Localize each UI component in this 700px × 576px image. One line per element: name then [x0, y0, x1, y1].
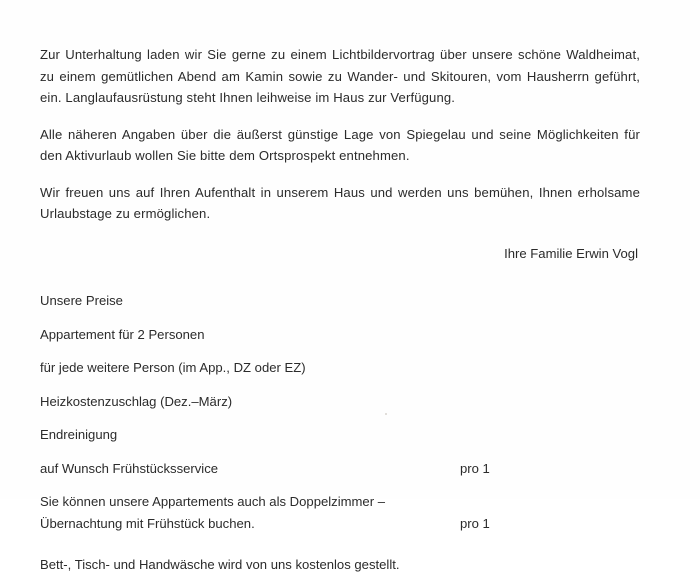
price-label: auf Wunsch Frühstücksservice [40, 460, 219, 476]
price-list-heading-label: Unsere Preise [40, 293, 123, 308]
price-unit: pro 1 [460, 460, 490, 476]
price-row [40, 357, 640, 379]
price-row [40, 424, 640, 446]
signature-line: Ihre Familie Erwin Vogl [504, 245, 638, 261]
price-label: Appartement für 2 Personen [40, 326, 205, 342]
price-row [40, 491, 640, 534]
price-label: Sie können unsere Appartements auch als Doppelzimmer – Übernachtung mit Frühstück buchen. [40, 494, 385, 531]
document-body [40, 44, 640, 576]
price-label: Heizkostenzuschlag (Dez.–März) [40, 393, 233, 409]
price-row [40, 324, 640, 346]
paragraph-entertainment: Zur Unterhaltung laden wir Sie gerne zu einem Lichtbildervortrag über unsere schöne Waldheimat, zu einem gemütlichen Abend am Kamin sowie zu Wander- und Skitouren, vom Hausherrn geführt, ein. Langlaufausrüstung steht Ihnen leihweise im Haus zur Verfügung. [40, 47, 640, 105]
price-list [40, 290, 640, 534]
price-unit: pro 1 [460, 515, 490, 531]
price-row [40, 458, 640, 480]
price-label: für jede weitere Person (im App., DZ oder EZ) [40, 360, 306, 375]
price-label: Endreinigung [40, 427, 118, 442]
paragraph-location-info: Alle näheren Angaben über die äußerst günstige Lage von Spiegelau und seine Möglichkeiten für den Aktivurlaub wollen Sie bitte dem Ortsprospekt entnehmen. [40, 126, 640, 163]
speck-artifact [385, 413, 387, 415]
closing-note: Bett-, Tisch- und Handwäsche wird von uns kostenlos gestellt. [40, 557, 400, 572]
paragraph-closing-wishes: Wir freuen uns auf Ihren Aufenthalt in unserem Haus und werden uns bemühen, Ihnen erholsame Urlaubstage zu ermöglichen. [40, 184, 640, 221]
price-row [40, 391, 640, 413]
price-list-heading [40, 290, 640, 312]
